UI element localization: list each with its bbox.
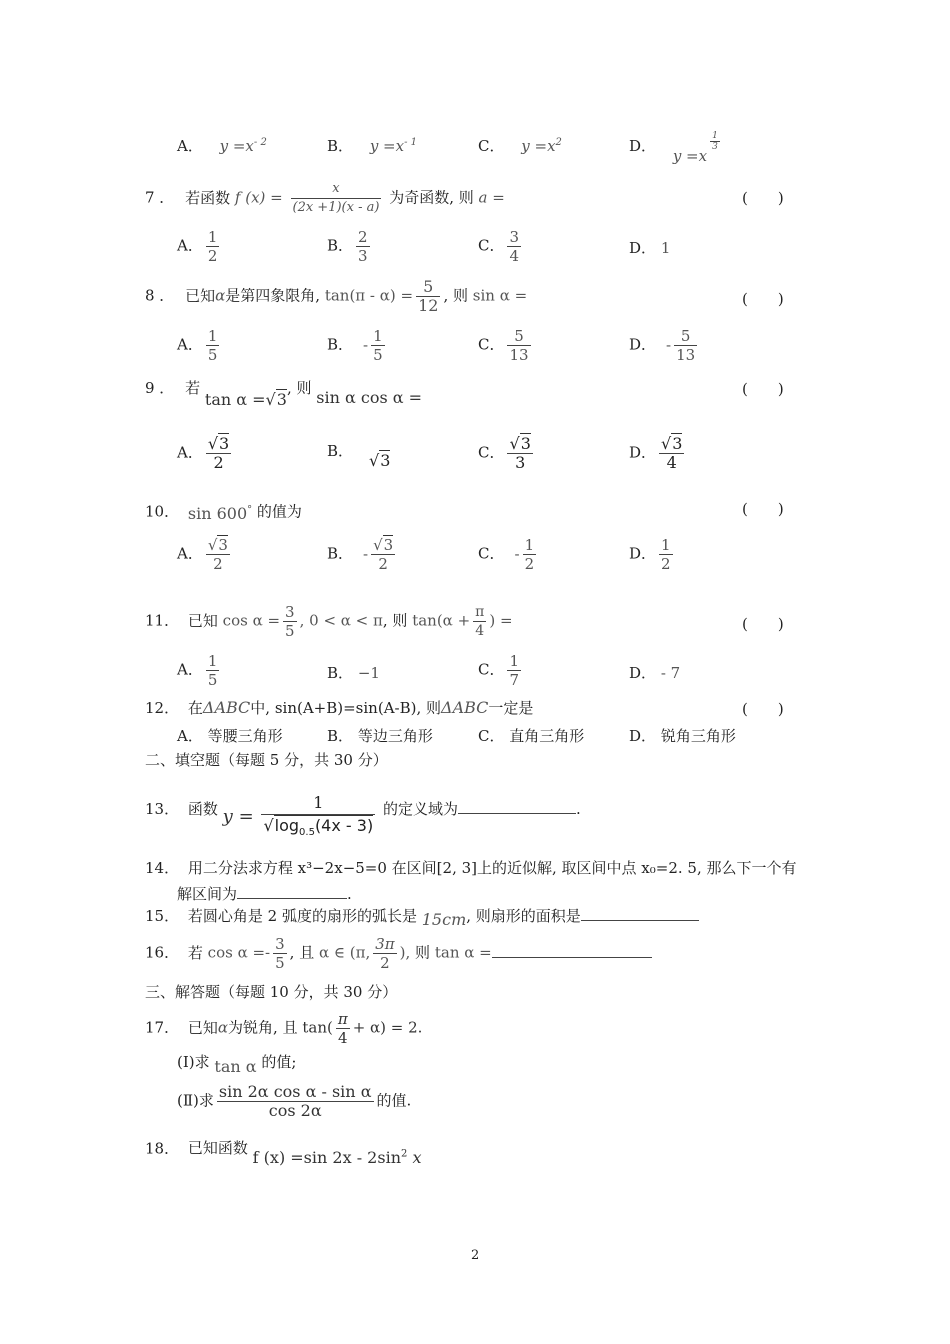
answer-paren-11[interactable]: ( ) [742, 615, 784, 633]
q7-option-d: D． 1 [629, 239, 671, 257]
section-2-heading: 二、填空题（每题 5 分，共 30 分） [145, 751, 388, 769]
question-17-part-2: (Ⅱ)求 $\frac{\text{sin 2α cos α - sin α}}{\cos 2\alpha}$ 的值. [177, 1082, 412, 1120]
q8-option-c: C． $\frac{5}{13}$ [478, 327, 529, 364]
q8-option-a: A． $\frac{1}{5}$ [177, 327, 218, 364]
q9-option-c: C． $\frac{√3}{3}$ [478, 434, 531, 472]
question-18: 18． 已知函数 f (x) =sin $2x - 2\sin^2$ x [145, 1139, 422, 1168]
answer-paren-7[interactable]: ( ) [742, 189, 784, 207]
answer-paren-12[interactable]: ( ) [742, 700, 784, 718]
q6-option-c: C． $y =x^2$ [478, 137, 562, 155]
q11-option-b: B． −1 [327, 664, 380, 682]
question-14-line-2: 解区间为 . [177, 882, 352, 904]
answer-blank-14[interactable] [237, 882, 347, 899]
answer-paren-8[interactable]: ( ) [742, 290, 784, 308]
question-16: 16． 若 cos α =- $\frac{3}{5}$ , 且 α ∈ (π, $\frac{3\pi}{2}$ ), 则 tan α = [145, 935, 652, 972]
q8-option-d: D． - $\frac{5}{13}$ [629, 327, 696, 364]
q9-option-d: D． $\frac{√3}{4}$ [629, 434, 683, 472]
q9-option-a: A． $\frac{√3}{2}$ [177, 434, 230, 472]
q7-option-a: A． $\frac{1}{2}$ [177, 228, 218, 265]
question-17: 17． 已知α为锐角, 且 tan( $\frac{\pi}{4}$ + α) = 2. [145, 1010, 423, 1047]
q10-option-a: A． $\frac{√3}{2}$ [177, 536, 228, 573]
q8-option-b: B． - $\frac{1}{5}$ [327, 327, 383, 364]
question-11: 11． 已知 cos α = $\frac{3}{5}$ , 0 < α < π, 则 tan(α + $\frac{\pi}{4}$ ) = [145, 603, 513, 640]
question-14: 14． 用二分法求方程 x³−2x−5=0 在区间[2, 3]上的近似解, 取区间中点 x₀=2. 5, 那么下一个有 [145, 859, 797, 877]
q12-option-c: C． 直角三角形 [478, 727, 585, 745]
q9-option-b: B． √3 [327, 442, 391, 470]
answer-paren-9[interactable]: ( ) [742, 380, 784, 398]
question-10: 10． sin 600° 的值为 [145, 502, 302, 524]
q12-option-b: B． 等边三角形 [327, 727, 433, 745]
q6-option-d: D． y =x $\frac{1}{3}$ [629, 131, 718, 165]
section-3-heading: 三、解答题（每题 10 分，共 30 分） [145, 983, 398, 1001]
question-7: 7 ． 若函数 f (x) = $\frac{x}{(2x +1)(x - a)}$ 为奇函数, 则 a = [145, 181, 505, 215]
q10-option-b: B． - $\frac{√3}{2}$ [327, 536, 394, 573]
answer-blank-13[interactable] [458, 797, 576, 814]
answer-blank-16[interactable] [492, 941, 652, 958]
question-15: 15． 若圆心角是 2 弧度的扇形的弧长是 15cm, 则扇形的面积是 [145, 904, 699, 926]
q10-option-c: C． - $\frac{1}{2}$ [478, 536, 535, 573]
question-17-part-1: (Ⅰ)求 tan α 的值; [177, 1053, 297, 1076]
page-number: 2 [471, 1248, 480, 1263]
q12-option-d: D． 锐角三角形 [629, 727, 736, 745]
q6-option-b: B． $y =x^{- 1}$ [327, 137, 418, 155]
q7-option-b: B． $\frac{2}{3}$ [327, 228, 368, 265]
question-12: 12． 在ΔABC中, sin(A+B)=sin(A-B), 则ΔABC一定是 [145, 698, 534, 717]
q10-option-d: D． $\frac{1}{2}$ [629, 536, 671, 573]
answer-paren-10[interactable]: ( ) [742, 500, 784, 518]
q11-option-c: C． $\frac{1}{7}$ [478, 652, 520, 689]
question-9: 9 ． 若 tan α =√3, 则 sin α cos α = [145, 379, 423, 409]
q12-option-a: A． 等腰三角形 [177, 727, 283, 745]
q11-option-a: A． $\frac{1}{5}$ [177, 652, 218, 689]
question-13: 13． 函数 y = $\frac{1}{√\log_{0.5}(4x - 3)}$ 的定义域为 . [145, 793, 581, 839]
question-8: 8 ． 已知α是第四象限角, tan(π - α) = $\frac{5}{12}$ , 则 sin α = [145, 277, 528, 315]
q6-option-a: A． $y =x^{- 2}$ [177, 137, 267, 155]
answer-blank-15[interactable] [581, 904, 699, 921]
q7-option-c: C． $\frac{3}{4}$ [478, 228, 520, 265]
q11-option-d: D． - 7 [629, 664, 681, 682]
